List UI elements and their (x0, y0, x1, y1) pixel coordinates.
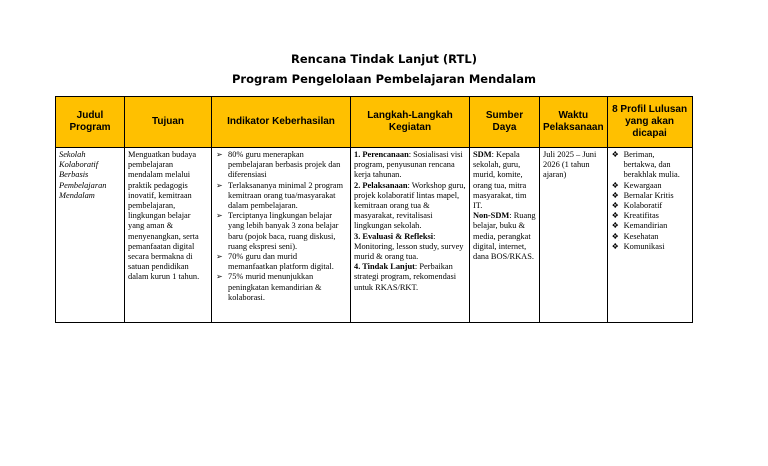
indikator-item: ➢ 80% guru menerapkan pembelajaran berbasis projek dan diferensiasi (216, 150, 341, 180)
header-indikator: Indikator Keberhasilan (212, 97, 351, 148)
profil-item: ❖ Beriman, bertakwa, dan berakhlak mulia. (611, 150, 680, 180)
profil-item: ❖ Kolaboratif (611, 201, 663, 211)
diamond-bullet-icon: ❖ (611, 241, 619, 251)
indikator-list (215, 150, 347, 303)
rtl-table (55, 96, 693, 323)
arrow-bullet-icon: ➢ (216, 272, 223, 282)
arrow-bullet-icon: ➢ (216, 180, 223, 190)
langkah-step: 1. Perencanaan: Sosialisasi visi program, penyusunan rencana kerja tahunan. (354, 150, 463, 180)
document-subtitle: Program Pengelolaan Pembelajaran Mendalam (232, 72, 536, 86)
header-profil-lulusan: 8 Profil Lulusan yang akan dicapai (607, 97, 692, 148)
indikator-item: ➢ 70% guru dan murid memanfaatkan platform digital. (216, 252, 334, 272)
header-langkah: Langkah-Langkah Kegiatan (351, 97, 470, 148)
profil-item: ❖ Kreatifitas (611, 211, 659, 221)
indikator-item: ➢ 75% murid menunjukkan peningkatan kemandirian & kolaborasi. (216, 272, 322, 302)
diamond-bullet-icon: ❖ (611, 180, 619, 190)
sumber-non-sdm: Non-SDM: Ruang belajar, buku & media, perangkat digital, internet, dana BOS/RKAS. (473, 211, 536, 262)
cell-waktu: Juli 2025 – Juni 2026 (1 tahun ajaran) (540, 148, 608, 323)
diamond-bullet-icon: ❖ (611, 190, 619, 200)
arrow-bullet-icon: ➢ (216, 211, 223, 221)
document-title: Rencana Tindak Lanjut (RTL) (291, 52, 477, 66)
arrow-bullet-icon: ➢ (216, 150, 223, 159)
cell-indikator (212, 148, 351, 323)
profil-list (611, 150, 689, 252)
cell-sumber-daya (470, 148, 540, 323)
diamond-bullet-icon: ❖ (611, 211, 619, 221)
profil-item: ❖ Komunikasi (611, 241, 665, 251)
diamond-bullet-icon: ❖ (611, 150, 619, 159)
table-header-row (56, 97, 693, 148)
sumber-sdm: SDM: Kepala sekolah, guru, murid, komite, orang tua, mitra masyarakat, tim IT. (473, 150, 527, 211)
cell-langkah (351, 148, 470, 323)
diamond-bullet-icon: ❖ (611, 201, 619, 211)
diamond-bullet-icon: ❖ (611, 231, 619, 241)
arrow-bullet-icon: ➢ (216, 252, 223, 262)
profil-item: ❖ Kewargaan (611, 180, 662, 190)
cell-tujuan: Menguatkan budaya pembelajaran mendalam melalui praktik pedagogis inovatif, kemitraan pembelajaran, lingkungan belajar yang aman & menyenangkan, serta pemanfaatan digital secara bermakna di satuan pendidikan dalam kurun 1 tahun. (125, 148, 212, 323)
table-row (56, 148, 693, 323)
indikator-item: ➢ Terlaksananya minimal 2 program kemitraan orang tua/masyarakat dalam pembelajaran. (216, 180, 343, 211)
langkah-step: 4. Tindak Lanjut: Perbaikan strategi program, rekomendasi untuk RKAS/RKT. (354, 262, 457, 292)
diamond-bullet-icon: ❖ (611, 221, 619, 231)
profil-item: ❖ Kemandirian (611, 221, 668, 231)
langkah-step: 2. Pelaksanaan: Workshop guru, projek kolaboratif lintas mapel, kemitraan orang tua & masyarakat, revitalisasi lingkungan sekolah. (354, 180, 466, 231)
langkah-step: 3. Evaluasi & Refleksi: Monitoring, lesson study, survey murid & orang tua. (354, 231, 464, 262)
profil-item: ❖ Kesehatan (611, 231, 659, 241)
profil-item: ❖ Bernalar Kritis (611, 190, 674, 200)
header-sumber-daya: Sumber Daya (470, 97, 540, 148)
header-judul-program: Judul Program (56, 97, 125, 148)
header-tujuan: Tujuan (125, 97, 212, 148)
cell-profil-lulusan (607, 148, 692, 323)
header-waktu: Waktu Pelaksanaan (540, 97, 608, 148)
cell-judul-program: Sekolah Kolaboratif Berbasis Pembelajaran Mendalam (56, 148, 125, 323)
indikator-item: ➢ Terciptanya lingkungan belajar yang lebih banyak 3 zona belajar baru (pojok baca, ruang diskusi, ruang ekspresi seni). (216, 211, 339, 251)
